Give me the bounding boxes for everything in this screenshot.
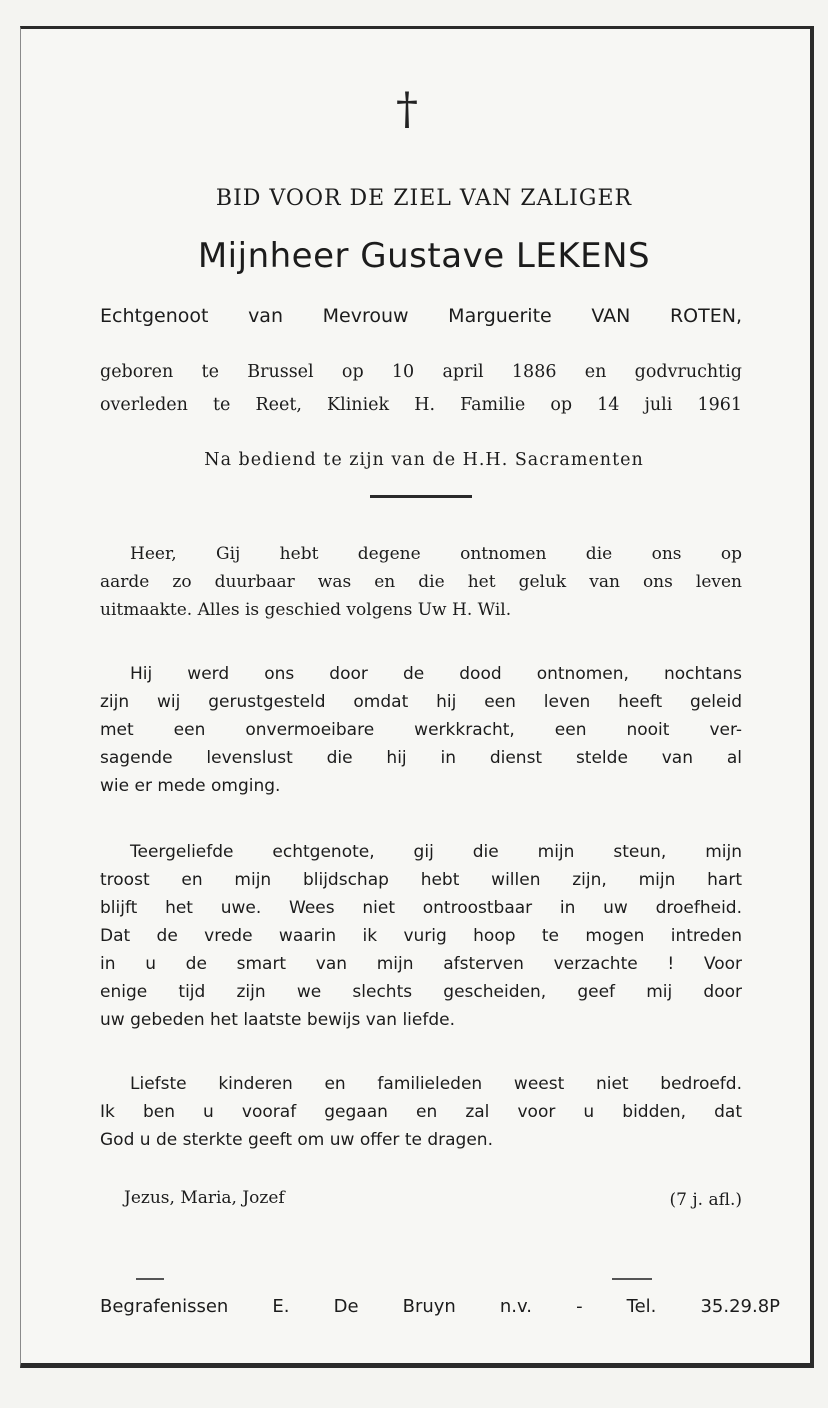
paragraph-prayer <box>100 540 742 624</box>
prayer-heading: BID VOOR DE ZIEL VAN ZALIGER <box>215 186 633 211</box>
divider <box>136 1278 164 1280</box>
paragraph-line: Dat de vrede waarin ik vurig hoop te mogen intreden <box>100 926 742 946</box>
paragraph-line: aarde zo duurbaar was en die het geluk van ons leven <box>100 572 742 592</box>
paragraph-remembrance <box>100 660 742 800</box>
birth-line: geboren te Brussel op 10 april 1886 en godvruchtig <box>100 362 742 382</box>
death-line: overleden te Reet, Kliniek H. Familie op 14 juli 1961 <box>100 395 742 415</box>
paragraph-line: wie er mede omging. <box>100 776 281 796</box>
sacraments-line: Na bediend te zijn van de H.H. Sacramenten <box>204 450 644 470</box>
funeral-home-footer: Begrafenissen E. De Bruyn n.v. - Tel. 35.29.8P <box>100 1296 780 1317</box>
paragraph-line: blijft het uwe. Wees niet ontroostbaar in uw droefheid. <box>100 898 742 918</box>
divider <box>370 495 472 498</box>
divider <box>612 1278 652 1280</box>
paragraph-line: enige tijd zijn we slechts gescheiden, geef mij door <box>100 982 742 1002</box>
paragraph-line: in u de smart van mijn afsterven verzachte ! Voor <box>100 954 742 974</box>
paragraph-line: Heer, Gij hebt degene ontnomen die ons op <box>130 544 742 564</box>
deceased-name: Mijnheer Gustave LEKENS <box>197 236 651 276</box>
paragraph-children <box>100 1070 742 1154</box>
paragraph-line: Teergeliefde echtgenote, gij die mijn steun, mijn <box>130 842 742 862</box>
paragraph-line: uw gebeden het laatste bewijs van liefde. <box>100 1010 455 1030</box>
paragraph-line: Ik ben u vooraf gegaan en zal voor u bidden, dat <box>100 1102 742 1122</box>
indulgence-note: (7 j. afl.) <box>669 1190 742 1210</box>
paragraph-line: uitmaakte. Alles is geschied volgens Uw H. Wil. <box>100 600 512 620</box>
spouse-line: Echtgenoot van Mevrouw Marguerite VAN ROTEN, <box>100 305 742 327</box>
paragraph-line: Hij werd ons door de dood ontnomen, nochtans <box>130 664 742 684</box>
paragraph-line: Liefste kinderen en familieleden weest niet bedroefd. <box>130 1074 742 1094</box>
paragraph-spouse <box>100 838 742 1034</box>
paragraph-line: sagende levenslust die hij in dienst stelde van al <box>100 748 742 768</box>
invocation: Jezus, Maria, Jozef <box>124 1188 285 1208</box>
paragraph-line: met een onvermoeibare werkkracht, een nooit ver- <box>100 720 742 740</box>
paragraph-line: God u de sterkte geeft om uw offer te dragen. <box>100 1130 493 1150</box>
cross-icon: † <box>396 84 418 135</box>
paragraph-line: troost en mijn blijdschap hebt willen zijn, mijn hart <box>100 870 742 890</box>
paragraph-line: zijn wij gerustgesteld omdat hij een leven heeft geleid <box>100 692 742 712</box>
